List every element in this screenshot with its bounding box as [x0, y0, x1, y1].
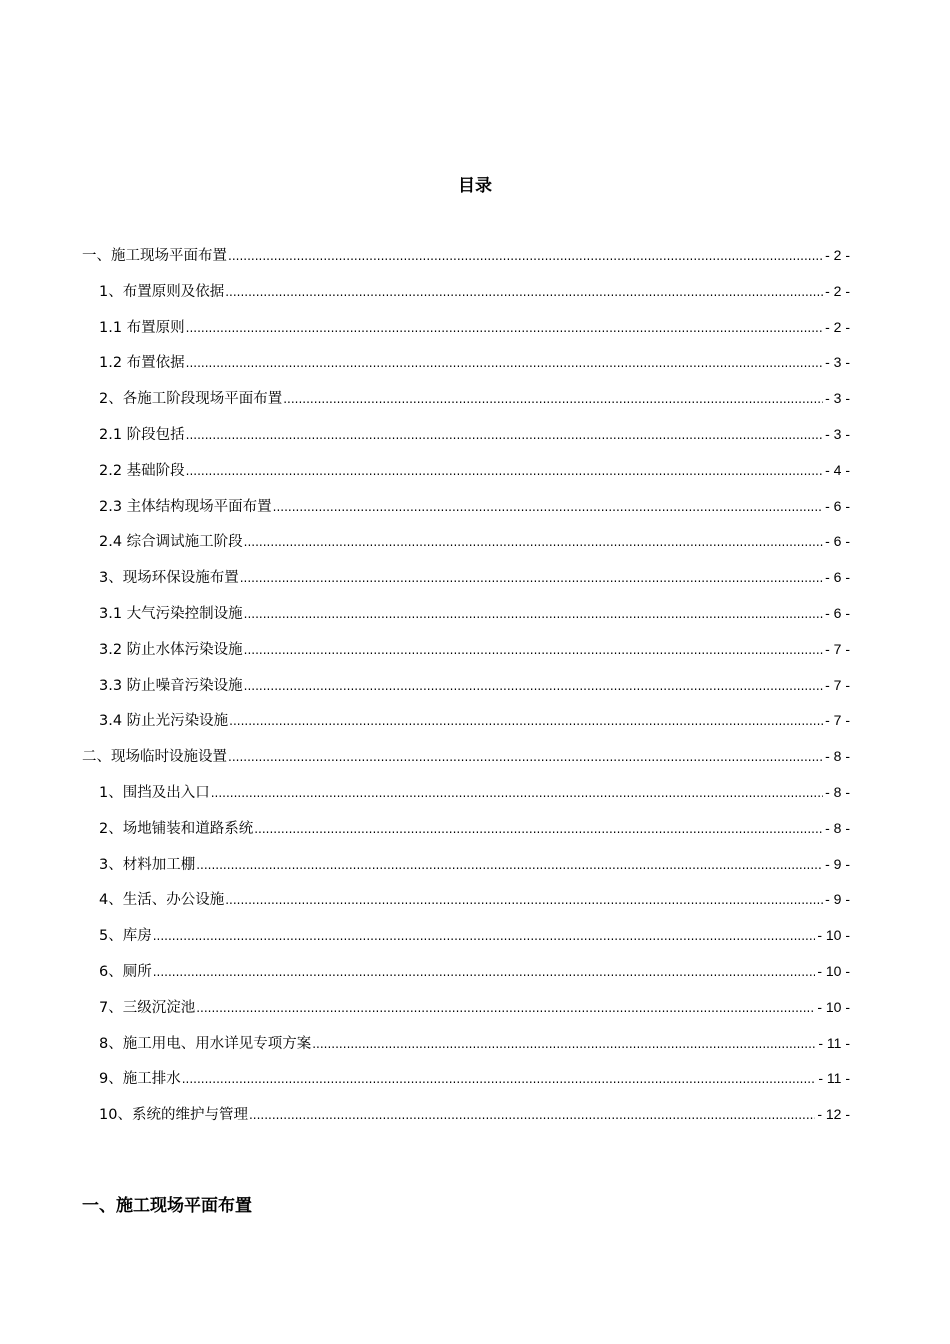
toc-entry-page-number: - 6 -: [825, 604, 850, 621]
toc-dot-leader: [254, 817, 823, 841]
toc-entry-label: 2.3 主体结构现场平面布置: [99, 498, 272, 515]
toc-entry[interactable]: [82, 887, 850, 923]
toc-entry-label: 4、生活、办公设施: [99, 892, 225, 909]
toc-dot-leader: [196, 853, 823, 877]
toc-entry[interactable]: [82, 1102, 850, 1138]
toc-entry-label: 1.2 布置依据: [99, 355, 185, 372]
toc-entry-label: 二、现场临时设施设置: [82, 749, 227, 766]
toc-dot-leader: [249, 1103, 815, 1127]
toc-entry[interactable]: [82, 780, 850, 816]
toc-entry-page-number: - 3 -: [825, 390, 850, 407]
toc-entry-page-number: - 9 -: [825, 891, 850, 908]
toc-entry[interactable]: [82, 422, 850, 458]
toc-dot-leader: [244, 602, 823, 626]
toc-entry-page-number: - 2 -: [825, 318, 850, 335]
toc-entry[interactable]: [82, 458, 850, 494]
toc-entry-label: 3.3 防止噪音污染设施: [99, 677, 243, 694]
toc-entry-label: 2.2 基础阶段: [99, 462, 185, 479]
toc-entry-page-number: - 6 -: [825, 533, 850, 550]
toc-dot-leader: [273, 495, 823, 519]
toc-dot-leader: [196, 996, 815, 1020]
toc-dot-leader: [182, 1067, 817, 1091]
toc-entry[interactable]: [82, 243, 850, 279]
toc-list: [82, 243, 850, 1138]
toc-dot-leader: [153, 924, 816, 948]
toc-dot-leader: [186, 316, 823, 340]
toc-entry-page-number: - 2 -: [825, 282, 850, 299]
toc-dot-leader: [240, 566, 823, 590]
toc-entry-page-number: - 11 -: [818, 1034, 850, 1051]
toc-dot-leader: [283, 387, 823, 411]
toc-dot-leader: [228, 745, 823, 769]
toc-entry-label: 1.1 布置原则: [99, 319, 185, 336]
toc-entry-label: 5、库房: [99, 928, 152, 945]
toc-entry-label: 2、场地铺装和道路系统: [99, 820, 254, 837]
toc-dot-leader: [225, 888, 823, 912]
toc-entry-page-number: - 7 -: [825, 712, 850, 729]
toc-dot-leader: [186, 351, 823, 375]
toc-entry-label: 3、现场环保设施布置: [99, 570, 239, 587]
toc-entry-page-number: - 2 -: [825, 247, 850, 263]
toc-entry[interactable]: [82, 923, 850, 959]
toc-entry-page-number: - 10 -: [817, 998, 850, 1015]
toc-dot-leader: [228, 244, 823, 268]
toc-entry[interactable]: [82, 279, 850, 315]
toc-entry-page-number: - 8 -: [825, 819, 850, 836]
toc-entry[interactable]: [82, 959, 850, 995]
toc-dot-leader: [186, 459, 823, 483]
toc-entry[interactable]: [82, 744, 850, 780]
toc-dot-leader: [244, 530, 823, 554]
toc-entry[interactable]: [82, 565, 850, 601]
toc-entry-page-number: - 3 -: [825, 425, 850, 442]
toc-dot-leader: [186, 423, 823, 447]
toc-dot-leader: [312, 1032, 816, 1056]
toc-entry[interactable]: [82, 816, 850, 852]
toc-entry-page-number: - 7 -: [825, 676, 850, 693]
toc-entry-page-number: - 9 -: [825, 855, 850, 872]
toc-entry-label: 3、材料加工棚: [99, 856, 196, 873]
toc-entry[interactable]: [82, 529, 850, 565]
toc-entry[interactable]: [82, 494, 850, 530]
toc-dot-leader: [225, 280, 823, 304]
toc-entry[interactable]: [82, 1031, 850, 1067]
toc-entry[interactable]: [82, 601, 850, 637]
toc-dot-leader: [244, 674, 823, 698]
toc-entry[interactable]: [82, 637, 850, 673]
toc-entry[interactable]: [82, 708, 850, 744]
toc-entry-page-number: - 10 -: [817, 962, 850, 979]
toc-entry-page-number: - 10 -: [817, 927, 850, 944]
toc-entry-label: 2.1 阶段包括: [99, 426, 185, 443]
toc-entry[interactable]: [82, 995, 850, 1031]
toc-entry-page-number: - 6 -: [825, 497, 850, 514]
toc-entry-label: 9、施工排水: [99, 1071, 181, 1088]
toc-entry-label: 6、厕所: [99, 963, 152, 980]
toc-entry-label: 7、三级沉淀池: [99, 999, 196, 1016]
toc-entry-page-number: - 3 -: [825, 354, 850, 371]
toc-entry-label: 1、布置原则及依据: [99, 283, 225, 300]
toc-entry[interactable]: [82, 315, 850, 351]
toc-entry[interactable]: [82, 673, 850, 709]
toc-entry-label: 10、系统的维护与管理: [99, 1107, 248, 1124]
toc-title: 目录: [458, 176, 492, 196]
toc-entry-label: 一、施工现场平面布置: [82, 248, 227, 264]
toc-entry-label: 1、围挡及出入口: [99, 784, 210, 801]
toc-entry-label: 3.2 防止水体污染设施: [99, 641, 243, 658]
toc-entry-page-number: - 8 -: [825, 783, 850, 800]
toc-entry-page-number: - 7 -: [825, 640, 850, 657]
toc-entry-page-number: - 12 -: [817, 1106, 850, 1123]
toc-entry[interactable]: [82, 852, 850, 888]
toc-entry-label: 3.1 大气污染控制设施: [99, 605, 243, 622]
toc-entry-page-number: - 4 -: [825, 461, 850, 478]
toc-dot-leader: [244, 638, 823, 662]
section-heading: 一、施工现场平面布置: [82, 1196, 252, 1216]
toc-entry-label: 8、施工用电、用水详见专项方案: [99, 1035, 312, 1052]
toc-entry[interactable]: [82, 350, 850, 386]
toc-entry-label: 2.4 综合调试施工阶段: [99, 534, 243, 551]
toc-entry[interactable]: [82, 1066, 850, 1102]
toc-entry-page-number: - 6 -: [825, 569, 850, 586]
toc-dot-leader: [153, 960, 816, 984]
toc-entry[interactable]: [82, 386, 850, 422]
toc-entry-page-number: - 11 -: [818, 1070, 850, 1087]
toc-entry-page-number: - 8 -: [825, 748, 850, 765]
toc-entry-label: 3.4 防止光污染设施: [99, 713, 229, 730]
toc-entry-label: 2、各施工阶段现场平面布置: [99, 391, 283, 408]
toc-dot-leader: [229, 709, 823, 733]
toc-dot-leader: [211, 781, 823, 805]
